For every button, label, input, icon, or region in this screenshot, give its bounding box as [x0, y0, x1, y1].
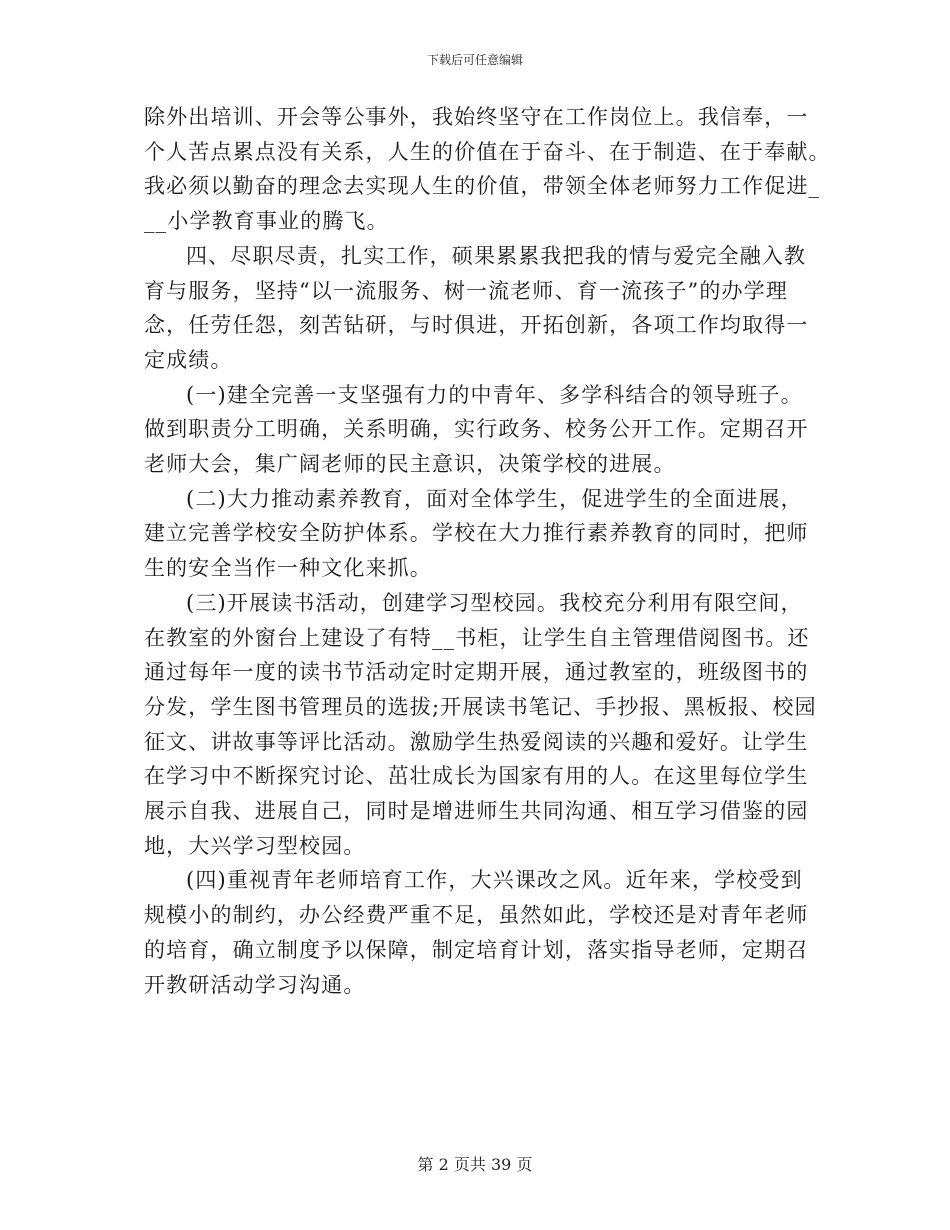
document-body: [144, 100, 831, 1002]
paragraph-line: 规模小的制约，办公经费严重不足，虽然如此，学校还是对青年老师: [144, 903, 809, 928]
paragraph-line: 个人苦点累点没有关系，人生的价值在于奋斗、在于制造、在于奉献。: [144, 139, 831, 164]
paragraph-line: 在教室的外窗台上建设了有特__书柜，让学生自主管理借阅图书。还: [144, 625, 810, 650]
paragraph-line: 四、尽职尽责，扎实工作，硕果累累我把我的情与爱完全融入教: [186, 243, 807, 268]
paragraph-line: 生的安全当作一种文化来抓。: [144, 556, 432, 581]
paragraph-line: 老师大会，集广阔老师的民主意识，决策学校的进展。: [144, 452, 676, 477]
paragraph-line: (四)重视青年老师培育工作，大兴课改之风。近年来，学校受到: [186, 868, 803, 893]
paragraph-4: [144, 482, 809, 586]
paragraph-line: 建立完善学校安全防护体系。学校在大力推行素养教育的同时，把师: [144, 521, 809, 546]
paragraph-2: [144, 239, 809, 378]
paragraph-line: __小学教育事业的腾飞。: [144, 209, 389, 234]
paragraph-line: 征文、讲故事等评比活动。激励学生热爱阅读的兴趣和爱好。让学生: [144, 729, 809, 754]
paragraph-line: (二)大力推动素养教育，面对全体学生，促进学生的全面进展，: [186, 486, 803, 511]
paragraph-line: 做到职责分工明确，关系明确，实行政务、校务公开工作。定期召开: [144, 417, 809, 442]
page-header: 下载后可任意编辑: [426, 53, 523, 67]
paragraph-line: 在学习中不断探究讨论、茁壮成长为国家有用的人。在这里每位学生: [144, 764, 809, 789]
paragraph-line: 定成绩。: [144, 347, 233, 372]
paragraph-line: (三)开展读书活动，创建学习型校园。我校充分利用有限空间，: [186, 590, 803, 615]
paragraph-3: [144, 378, 809, 482]
paragraph-line: 分发，学生图书管理员的选拔;开展读书笔记、手抄报、黑板报、校园: [144, 694, 817, 719]
paragraph-line: 的培育，确立制度予以保障，制定培育计划，落实指导老师，定期召: [144, 937, 809, 962]
paragraph-line: 通过每年一度的读书节活动定时定期开展，通过教室的，班级图书的: [144, 660, 809, 685]
paragraph-line: (一)建全完善一支坚强有力的中青年、多学科结合的领导班子。: [186, 382, 803, 407]
paragraph-6: [144, 863, 809, 1002]
paragraph-5: [144, 586, 817, 864]
paragraph-line: 开教研活动学习沟通。: [144, 972, 366, 997]
paragraph-line: 展示自我、进展自己，同时是增进师生共同沟通、相互学习借鉴的园: [144, 799, 809, 824]
paragraph-line: 念，任劳任怨，刻苦钻研，与时俱进，开拓创新，各项工作均取得一: [144, 313, 809, 338]
paragraph-line: 地，大兴学习型校园。: [144, 833, 366, 858]
paragraph-line: 我必须以勤奋的理念去实现人生的价值，带领全体老师努力工作促进_: [144, 174, 821, 199]
paragraph-1: [144, 100, 831, 239]
page-footer: 第 2 页共 39 页: [417, 1155, 533, 1174]
paragraph-line: 除外出培训、开会等公事外，我始终坚守在工作岗位上。我信奉，一: [144, 105, 809, 129]
paragraph-line: 育与服务，坚持“以一流服务、树一流老师、育一流孩子”的办学理: [144, 278, 788, 303]
